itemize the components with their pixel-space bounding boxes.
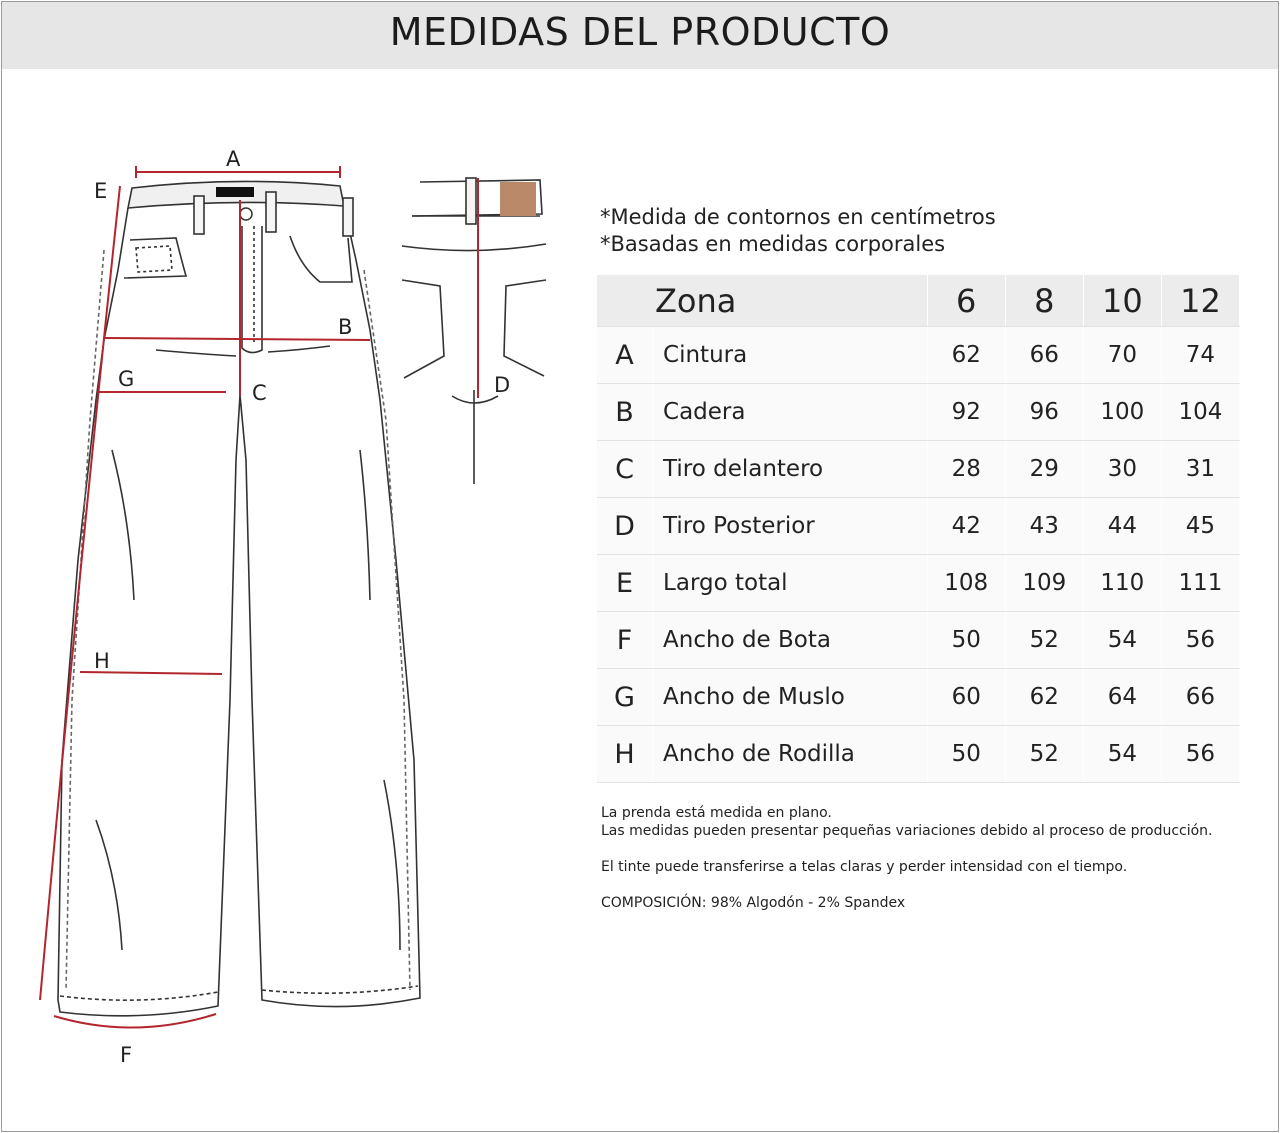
size-value: 43: [1005, 498, 1083, 555]
zone-name: Ancho de Bota: [653, 612, 928, 669]
jeans-technical-drawing: [0, 140, 600, 1080]
button-icon: [240, 208, 252, 220]
size-value: 54: [1083, 612, 1161, 669]
zone-name: Largo total: [653, 555, 928, 612]
size-value: 111: [1161, 555, 1239, 612]
zone-letter: E: [597, 555, 653, 612]
size-value: 45: [1161, 498, 1239, 555]
zone-letter: G: [597, 669, 653, 726]
zone-name: Cintura: [653, 327, 928, 384]
table-row: [597, 612, 1240, 669]
size-value: 42: [927, 498, 1005, 555]
size-value: 108: [927, 555, 1005, 612]
zone-letter: F: [597, 612, 653, 669]
table-row: [597, 384, 1240, 441]
zone-letter: A: [597, 327, 653, 384]
footer-variations: Las medidas pueden presentar pequeñas variaciones debido al proceso de producción.: [601, 823, 1213, 839]
size-header: 8: [1005, 275, 1083, 327]
zone-name: Ancho de Rodilla: [653, 726, 928, 783]
size-value: 109: [1005, 555, 1083, 612]
footer-composition: COMPOSICIÓN: 98% Algodón - 2% Spandex: [601, 895, 906, 911]
size-value: 110: [1083, 555, 1161, 612]
note-contours: *Medida de contornos en centímetros: [600, 205, 996, 229]
zone-letter: H: [597, 726, 653, 783]
label-g: G: [118, 367, 135, 391]
table-row: [597, 441, 1240, 498]
zone-name: Tiro Posterior: [653, 498, 928, 555]
size-value: 96: [1005, 384, 1083, 441]
size-value: 30: [1083, 441, 1161, 498]
table-row: [597, 555, 1240, 612]
size-value: 62: [927, 327, 1005, 384]
zone-name: Cadera: [653, 384, 928, 441]
size-table-header: [597, 275, 1240, 327]
label-d: D: [494, 373, 511, 397]
label-a: A: [226, 147, 241, 171]
size-value: 66: [1005, 327, 1083, 384]
zone-letter: D: [597, 498, 653, 555]
size-value: 92: [927, 384, 1005, 441]
table-row: [597, 669, 1240, 726]
size-header: 6: [927, 275, 1005, 327]
size-table: [597, 275, 1240, 783]
size-value: 62: [1005, 669, 1083, 726]
label-e: E: [94, 179, 108, 203]
size-value: 56: [1161, 726, 1239, 783]
measurement-notes: [600, 204, 996, 258]
note-body-based: *Basadas en medidas corporales: [600, 232, 946, 256]
size-value: 60: [927, 669, 1005, 726]
label-b: B: [338, 315, 353, 339]
size-value: 52: [1005, 726, 1083, 783]
size-value: 52: [1005, 612, 1083, 669]
label-f: F: [120, 1043, 133, 1067]
size-value: 31: [1161, 441, 1239, 498]
size-value: 70: [1083, 327, 1161, 384]
size-value: 100: [1083, 384, 1161, 441]
size-value: 50: [927, 726, 1005, 783]
size-value: 66: [1161, 669, 1239, 726]
measure-line-e: [40, 186, 120, 1000]
size-header: 10: [1083, 275, 1161, 327]
size-value: 56: [1161, 612, 1239, 669]
footer-dye-warning: El tinte puede transferirse a telas claras y perder intensidad con el tiempo.: [601, 859, 1128, 875]
back-patch: [500, 182, 536, 216]
label-h: H: [94, 649, 110, 673]
size-value: 29: [1005, 441, 1083, 498]
measure-line-b: [104, 338, 370, 340]
size-value: 50: [927, 612, 1005, 669]
table-row: [597, 327, 1240, 384]
size-value: 74: [1161, 327, 1239, 384]
size-value: 64: [1083, 669, 1161, 726]
footer-flat-measure: La prenda está medida en plano.: [601, 805, 832, 821]
zone-letter: C: [597, 441, 653, 498]
page-title: MEDIDAS DEL PRODUCTO: [389, 10, 891, 54]
jeans-back-outline: [402, 178, 546, 484]
size-value: 54: [1083, 726, 1161, 783]
size-value: 28: [927, 441, 1005, 498]
table-row: [597, 498, 1240, 555]
zone-name: Ancho de Muslo: [653, 669, 928, 726]
label-c: C: [252, 381, 267, 405]
zone-name: Tiro delantero: [653, 441, 928, 498]
table-row: [597, 726, 1240, 783]
brand-tag: [216, 187, 254, 197]
zone-letter: B: [597, 384, 653, 441]
size-header: 12: [1161, 275, 1239, 327]
size-value: 44: [1083, 498, 1161, 555]
zone-header: Zona: [597, 275, 927, 327]
size-value: 104: [1161, 384, 1239, 441]
